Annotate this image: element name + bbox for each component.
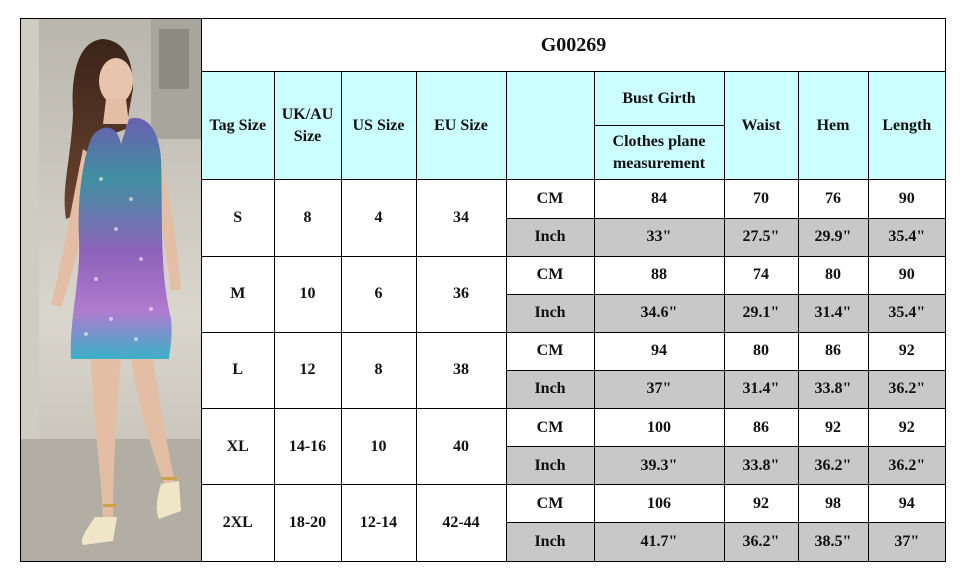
size-chart-frame [20, 18, 946, 562]
unit-cm-cell: CM [506, 332, 594, 370]
header-clothes-plane-line1: Clothes plane [612, 132, 706, 150]
waist-inch-cell: 33.8" [724, 447, 798, 485]
bust-cm-cell: 100 [594, 409, 724, 447]
eu-size-cell: 38 [416, 332, 506, 408]
hem-inch-cell: 29.9" [798, 218, 868, 256]
size-row-cm [202, 256, 945, 294]
bust-inch-cell: 37" [594, 370, 724, 408]
waist-inch-cell: 29.1" [724, 294, 798, 332]
length-cm-cell: 90 [868, 180, 945, 218]
tag-size-cell: XL [202, 409, 274, 485]
unit-inch-cell: Inch [506, 447, 594, 485]
bust-inch-cell: 39.3" [594, 447, 724, 485]
bust-inch-cell: 34.6" [594, 294, 724, 332]
size-row-cm [202, 180, 945, 218]
length-inch-cell: 37" [868, 523, 945, 561]
header-clothes-plane-line2: measurement [612, 154, 706, 172]
unit-inch-cell: Inch [506, 294, 594, 332]
uk-au-size-cell: 10 [274, 256, 341, 332]
eu-size-cell: 36 [416, 256, 506, 332]
eu-size-cell: 34 [416, 180, 506, 256]
size-row-cm [202, 332, 945, 370]
tag-size-cell: M [202, 256, 274, 332]
eu-size-cell: 42-44 [416, 485, 506, 561]
header-uk-au: UK/AU [281, 105, 334, 123]
unit-cm-cell: CM [506, 256, 594, 294]
header-uk-au-size-word: Size [293, 127, 322, 145]
us-size-cell: 4 [341, 180, 416, 256]
uk-au-size-cell: 12 [274, 332, 341, 408]
tag-size-cell: 2XL [202, 485, 274, 561]
unit-inch-cell: Inch [506, 370, 594, 408]
waist-cm-cell: 86 [724, 409, 798, 447]
header-waist: Waist [724, 72, 798, 180]
uk-au-size-cell: 8 [274, 180, 341, 256]
hem-cm-cell: 98 [798, 485, 868, 523]
length-inch-cell: 35.4" [868, 218, 945, 256]
size-row-cm [202, 485, 945, 523]
header-eu-size: EU Size [416, 72, 506, 180]
header-uk-au-size [274, 72, 341, 180]
bust-cm-cell: 84 [594, 180, 724, 218]
hem-inch-cell: 36.2" [798, 447, 868, 485]
bust-inch-cell: 33" [594, 218, 724, 256]
tag-size-cell: L [202, 332, 274, 408]
length-inch-cell: 36.2" [868, 447, 945, 485]
hem-cm-cell: 86 [798, 332, 868, 370]
header-clothes-plane [594, 126, 724, 180]
bust-cm-cell: 106 [594, 485, 724, 523]
hem-inch-cell: 31.4" [798, 294, 868, 332]
length-cm-cell: 94 [868, 485, 945, 523]
waist-cm-cell: 80 [724, 332, 798, 370]
waist-inch-cell: 36.2" [724, 523, 798, 561]
size-table [202, 19, 945, 561]
header-hem: Hem [798, 72, 868, 180]
us-size-cell: 6 [341, 256, 416, 332]
us-size-cell: 12-14 [341, 485, 416, 561]
header-unit [506, 72, 594, 180]
unit-cm-cell: CM [506, 485, 594, 523]
hem-cm-cell: 92 [798, 409, 868, 447]
tag-size-cell: S [202, 180, 274, 256]
waist-cm-cell: 74 [724, 256, 798, 294]
uk-au-size-cell: 14-16 [274, 409, 341, 485]
unit-inch-cell: Inch [506, 523, 594, 561]
header-tag-size: Tag Size [202, 72, 274, 180]
model-in-sequin-dress-photo [21, 19, 201, 561]
us-size-cell: 8 [341, 332, 416, 408]
length-inch-cell: 35.4" [868, 294, 945, 332]
bust-cm-cell: 94 [594, 332, 724, 370]
header-length: Length [868, 72, 945, 180]
length-cm-cell: 92 [868, 332, 945, 370]
uk-au-size-cell: 18-20 [274, 485, 341, 561]
model-photo [21, 19, 202, 561]
waist-inch-cell: 27.5" [724, 218, 798, 256]
header-bust-girth: Bust Girth [594, 72, 724, 126]
hem-cm-cell: 76 [798, 180, 868, 218]
length-cm-cell: 90 [868, 256, 945, 294]
length-cm-cell: 92 [868, 409, 945, 447]
unit-inch-cell: Inch [506, 218, 594, 256]
unit-cm-cell: CM [506, 180, 594, 218]
hem-inch-cell: 33.8" [798, 370, 868, 408]
product-code-title: G00269 [202, 19, 945, 72]
waist-inch-cell: 31.4" [724, 370, 798, 408]
hem-cm-cell: 80 [798, 256, 868, 294]
eu-size-cell: 40 [416, 409, 506, 485]
length-inch-cell: 36.2" [868, 370, 945, 408]
waist-cm-cell: 70 [724, 180, 798, 218]
us-size-cell: 10 [341, 409, 416, 485]
bust-inch-cell: 41.7" [594, 523, 724, 561]
waist-cm-cell: 92 [724, 485, 798, 523]
size-row-cm [202, 409, 945, 447]
hem-inch-cell: 38.5" [798, 523, 868, 561]
header-us-size: US Size [341, 72, 416, 180]
bust-cm-cell: 88 [594, 256, 724, 294]
unit-cm-cell: CM [506, 409, 594, 447]
